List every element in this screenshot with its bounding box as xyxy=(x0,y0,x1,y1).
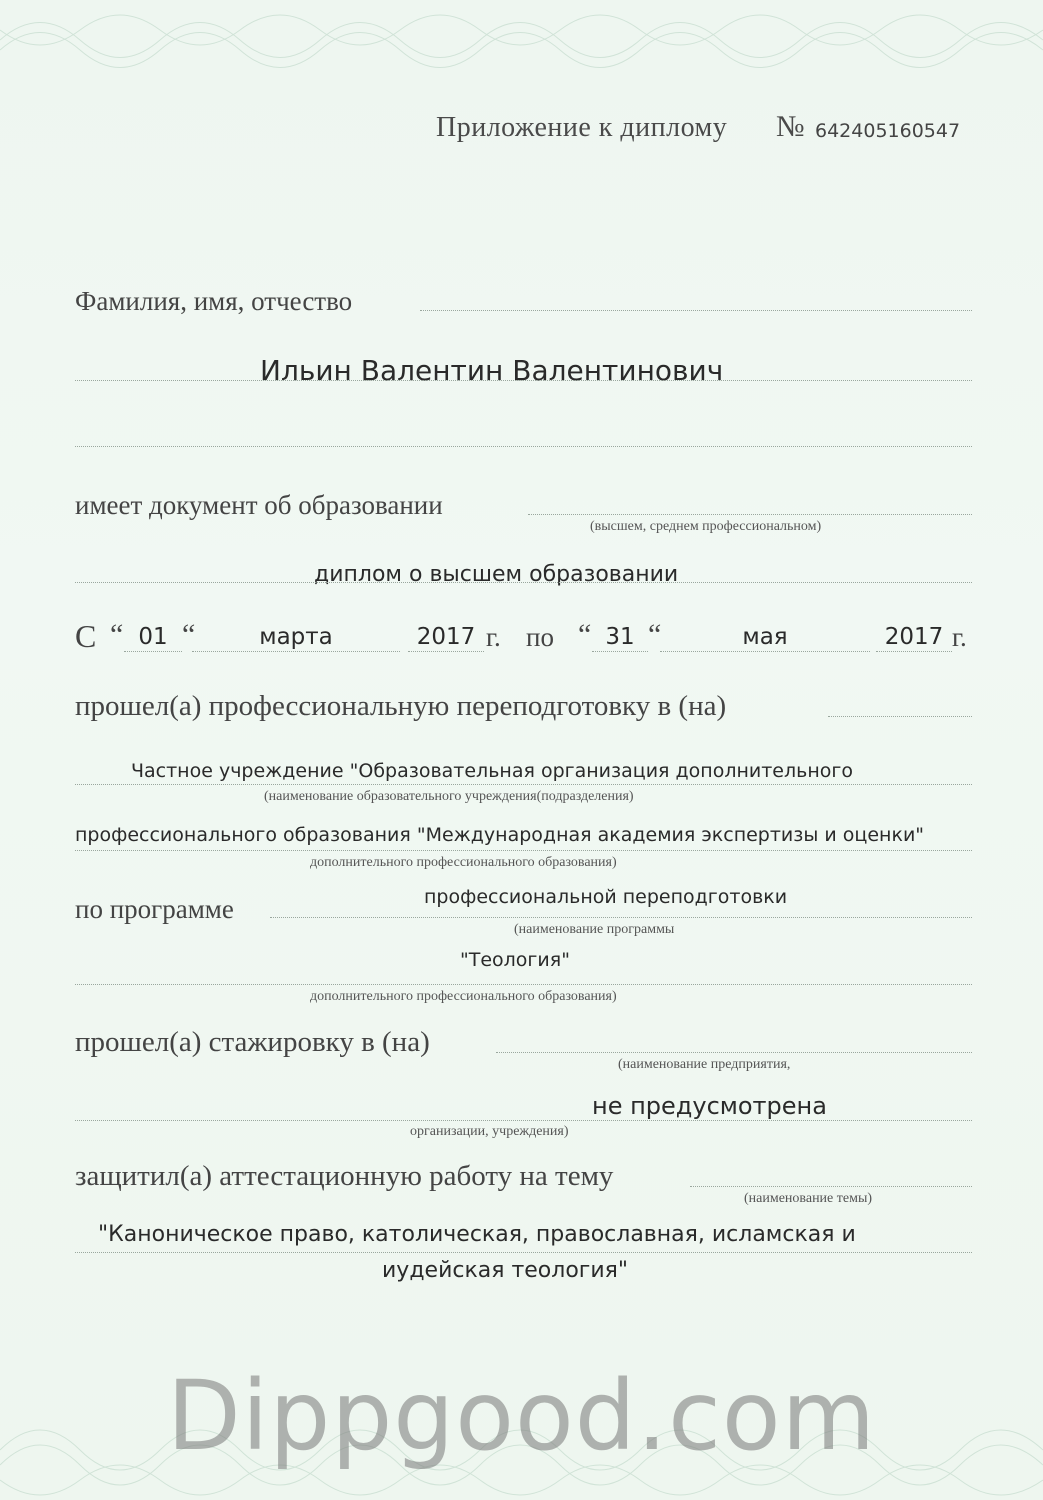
org-underline-1 xyxy=(75,784,972,785)
org-hint-2: дополнительного профессионального образования) xyxy=(310,855,617,870)
period-from-prefix: С xyxy=(75,618,97,654)
program-hint-1: (наименование программы xyxy=(514,922,675,937)
to-year: 2017 xyxy=(884,624,944,650)
year-suffix-1: г. xyxy=(486,622,501,652)
org-line-2: профессионального образования "Международная академия экспертизы и оценки" xyxy=(75,824,925,846)
to-year-line xyxy=(876,651,952,652)
program-hint-2: дополнительного профессионального образования) xyxy=(310,989,617,1004)
internship-line-2 xyxy=(75,1120,972,1121)
from-year-line xyxy=(408,651,484,652)
from-day-line xyxy=(124,651,182,652)
thesis-value-2: иудейская теология" xyxy=(382,1258,628,1283)
thesis-underline xyxy=(75,1252,972,1253)
thesis-line xyxy=(690,1186,972,1187)
number-sign: № xyxy=(776,110,805,143)
education-value: диплом о высшем образовании xyxy=(314,562,679,587)
internship-value: не предусмотрена xyxy=(592,1092,827,1120)
org-line-1: Частное учреждение "Образовательная организация дополнительного xyxy=(131,760,853,782)
org-hint-1: (наименование образовательного учреждения(подразделения) xyxy=(264,789,634,804)
fio-line-1 xyxy=(420,310,972,311)
to-day: 31 xyxy=(605,624,635,650)
period-to-word: по xyxy=(526,622,554,652)
internship-hint-1: (наименование предприятия, xyxy=(618,1057,791,1072)
thesis-hint: (наименование темы) xyxy=(744,1191,873,1206)
program-label: по программе xyxy=(75,894,234,924)
year-suffix-2: г. xyxy=(952,622,967,652)
guilloche-border-top xyxy=(0,0,1043,70)
education-hint: (высшем, среднем профессиональном) xyxy=(590,519,822,534)
watermark: Dippgood.com xyxy=(166,1360,877,1472)
from-month-line xyxy=(192,651,400,652)
internship-hint-2: организации, учреждения) xyxy=(410,1124,569,1139)
org-underline-2 xyxy=(75,850,972,851)
thesis-value-1: "Каноническое право, католическая, православная, исламская и xyxy=(98,1222,856,1247)
internship-label: прошел(а) стажировку в (на) xyxy=(75,1026,430,1058)
from-month: марта xyxy=(259,624,333,650)
fio-value: Ильин Валентин Валентинович xyxy=(260,354,724,387)
program-value-1: профессиональной переподготовки xyxy=(424,886,788,908)
to-day-line xyxy=(592,651,648,652)
diploma-number: 642405160547 xyxy=(815,120,961,142)
fio-line-3 xyxy=(75,446,972,447)
from-day: 01 xyxy=(138,624,168,650)
close-quote-2: “ xyxy=(648,618,662,651)
program-value-2: "Теология" xyxy=(460,949,570,971)
retraining-line xyxy=(828,716,972,717)
education-label: имеет документ об образовании xyxy=(75,490,443,520)
open-quote-2: “ xyxy=(578,618,592,651)
thesis-label: защитил(а) аттестационную работу на тему xyxy=(75,1160,614,1192)
internship-line-1 xyxy=(496,1052,972,1053)
fio-label: Фамилия, имя, отчество xyxy=(75,286,353,316)
from-year: 2017 xyxy=(416,624,476,650)
education-line-2 xyxy=(75,582,972,583)
program-line-1 xyxy=(270,917,972,918)
fio-line-2 xyxy=(75,380,972,381)
supplement-title: Приложение к диплому xyxy=(436,112,728,143)
retraining-label: прошел(а) профессиональную переподготовку в (на) xyxy=(75,690,727,722)
close-quote-1: “ xyxy=(182,618,196,651)
to-month-line xyxy=(660,651,870,652)
program-line-2 xyxy=(75,984,972,985)
open-quote-1: “ xyxy=(110,618,124,651)
to-month: мая xyxy=(742,624,788,650)
education-line-1 xyxy=(528,514,972,515)
